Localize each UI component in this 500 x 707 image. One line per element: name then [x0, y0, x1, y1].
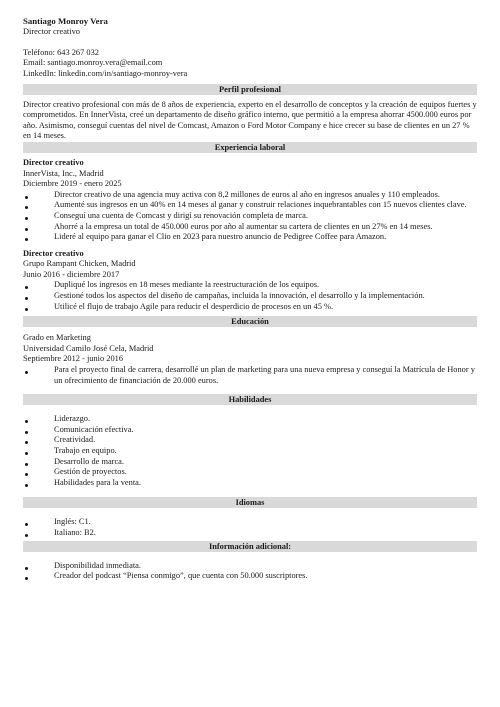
job-bullets: [23, 280, 477, 312]
education-bullets: [23, 365, 477, 386]
list-item: Aumenté sus ingresos en un 40% en 14 meses al ganar y construir relaciones inquebrantables con 15 nuevos clientes clave.: [23, 200, 477, 211]
list-item: Ahorré a la empresa un total de 450.000 euros por año al aumentar su cartera de clientes en un 27% en 14 meses.: [23, 222, 477, 233]
education-degree: Grado en Marketing: [23, 333, 91, 343]
list-item: Liderazgo.: [23, 414, 477, 425]
job-bullets: [23, 190, 477, 243]
section-heading-languages: Idiomas: [23, 497, 477, 508]
list-item: Inglés: C1.: [23, 517, 477, 528]
list-item: Conseguí una cuenta de Comcast y dirigí su renovación completa de marca.: [23, 211, 477, 222]
list-item: Trabajo en equipo.: [23, 446, 477, 457]
list-item: Disponibilidad inmediata.: [23, 561, 477, 572]
list-item: Para el proyecto final de carrera, desarrollé un plan de marketing para una nueva empresa y conseguí la Matrícula de Honor y un ofrecimiento de financiación de 20.000 euros.: [23, 365, 477, 386]
list-item: Creador del podcast “Piensa conmigo”, que cuenta con 50.000 suscriptores.: [23, 571, 477, 582]
languages-list: [23, 517, 477, 538]
job-dates: Junio 2016 - diciembre 2017: [23, 269, 120, 279]
skills-list: [23, 414, 477, 488]
list-item: Comunicación efectiva.: [23, 425, 477, 436]
list-item: Utilicé el flujo de trabajo Agile para reducir el desperdicio de procesos en un 45 %.: [23, 302, 477, 313]
section-heading-education: Educación: [23, 316, 477, 327]
job-title: Director creativo: [23, 248, 84, 258]
resume-page: [23, 16, 477, 582]
list-item: Gestión de proyectos.: [23, 467, 477, 478]
list-item: Italiano: B2.: [23, 528, 477, 539]
job-title: Director creativo: [23, 157, 84, 167]
candidate-name: Santiago Monroy Vera: [23, 16, 108, 26]
list-item: Dupliqué los ingresos en 18 meses mediante la reestructuración de los equipos.: [23, 280, 477, 291]
list-item: Director creativo de una agencia muy activa con 8,2 millones de euros al año en ingresos anuales y 110 empleados.: [23, 190, 477, 201]
section-heading-additional: Información adicional:: [23, 541, 477, 552]
job-company: Grupo Rampant Chicken, Madrid: [23, 259, 136, 269]
list-item: Gestioné todos los aspectos del diseño de campañas, incluida la innovación, el desarrollo y la implementación.: [23, 291, 477, 302]
job-dates: Diciembre 2019 - enero 2025: [23, 179, 122, 189]
job-entry: [23, 158, 477, 243]
section-heading-skills: Habilidades: [23, 394, 477, 405]
job-entry: [23, 249, 477, 313]
education-dates: Septiembre 2012 - junio 2016: [23, 354, 124, 364]
section-heading-profile: Perfil profesional: [23, 84, 477, 95]
education-school: Universidad Camilo José Cela, Madrid: [23, 343, 154, 353]
job-company: InnerVista, Inc., Madrid: [23, 168, 104, 178]
linkedin-line: LinkedIn: linkedin.com/in/santiago-monroy-vera: [23, 68, 188, 78]
list-item: Creatividad.: [23, 435, 477, 446]
phone-line: Teléfono: 643 267 032: [23, 47, 99, 57]
additional-list: [23, 561, 477, 582]
email-line: Email: santiago.monroy.vera@email.com: [23, 58, 163, 68]
list-item: Desarrollo de marca.: [23, 457, 477, 468]
list-item: Habilidades para la venta.: [23, 478, 477, 489]
profile-text: Director creativo profesional con más de 8 años de experiencia, experto en el desarrollo de conceptos y la creación de equipos fuertes y comprometidos. En InnerVista, creé un departamento de diseño gráfico interno, que permitió a la empresa ahorrar 4500.000 euros por año. Asimismo, conseguí cuentas del nivel de Comcast, Amazon o Ford Motor Company e hice crecer su base de clientes en un 27 % en 14 meses.: [23, 99, 477, 141]
candidate-role: Director creativo: [23, 26, 80, 36]
list-item: Lideré al equipo para ganar el Clio en 2023 para nuestro anuncio de Pedigree Coffee para Amazon.: [23, 232, 477, 243]
section-heading-experience: Experiencia laboral: [23, 142, 477, 153]
